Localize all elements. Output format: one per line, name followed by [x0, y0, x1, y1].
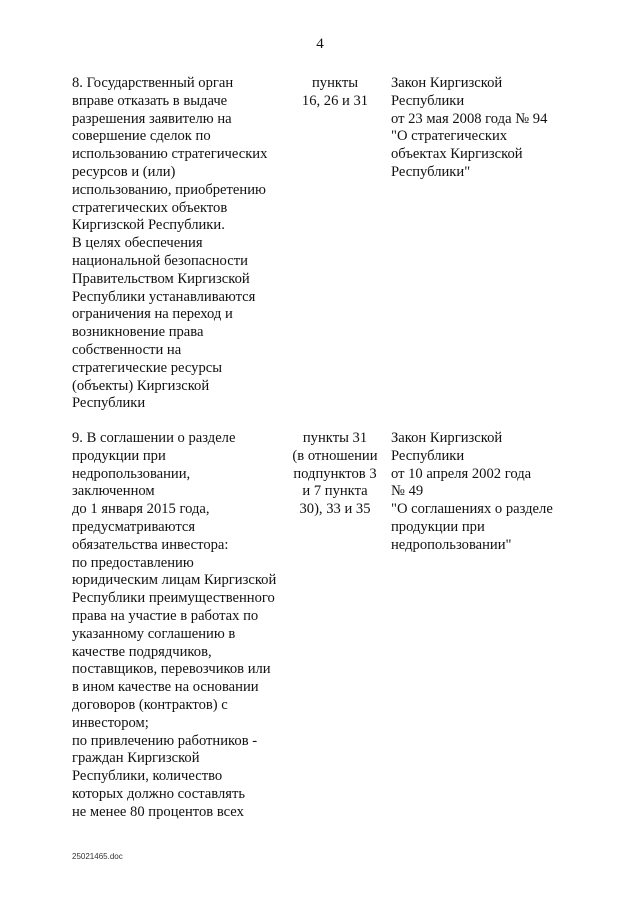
text-line: поставщиков, перевозчиков или: [72, 661, 271, 678]
text-line: Республики": [391, 163, 471, 180]
text-line: В целях обеспечения: [72, 235, 203, 252]
text-line: использованию стратегических: [72, 146, 268, 163]
text-line: собственности на: [72, 341, 182, 358]
text-line: возникновение права: [72, 324, 204, 341]
text-line: Республики: [391, 92, 465, 109]
entry-8-points: [282, 75, 388, 111]
text-line: по предоставлению: [72, 554, 194, 571]
text-line: в ином качестве на основании: [72, 679, 259, 696]
text-line: Правительством Киргизской: [72, 270, 250, 287]
text-line: (объекты) Киргизской: [72, 377, 210, 394]
text-line: № 49: [391, 483, 424, 500]
text-line: вправе отказать в выдаче: [72, 92, 228, 109]
text-line: "О соглашениях о разделе: [391, 501, 553, 518]
text-line: подпунктов 3: [293, 465, 377, 482]
text-line: Республики: [391, 447, 465, 464]
text-line: по привлечению работников -: [72, 732, 258, 749]
text-line: недропользовании,: [72, 465, 191, 482]
text-line: стратегических объектов: [72, 199, 228, 216]
text-line: качестве подрядчиков,: [72, 643, 212, 660]
text-line: инвестором;: [72, 714, 149, 731]
text-line: до 1 января 2015 года,: [72, 501, 210, 518]
entry-9-law-reference: [391, 430, 606, 555]
text-line: граждан Киргизской: [72, 750, 200, 767]
text-line: ресурсов и (или): [72, 163, 176, 180]
text-line: Закон Киргизской: [391, 75, 503, 91]
text-line: 8. Государственный орган: [72, 75, 234, 91]
text-line: не менее 80 процентов всех: [72, 803, 244, 820]
text-line: и 7 пункта: [302, 483, 368, 500]
text-line: Киргизской Республики.: [72, 217, 225, 234]
text-line: продукции при: [391, 518, 485, 535]
text-line: Республики, количество: [72, 768, 223, 785]
text-line: 9. В соглашении о разделе: [72, 430, 236, 446]
text-line: объектах Киргизской: [391, 146, 523, 163]
document-filename-footer: 25021465.doc: [72, 852, 123, 861]
text-line: обязательства инвестора:: [72, 536, 229, 553]
text-line: 16, 26 и 31: [301, 92, 369, 109]
text-line: которых должно составлять: [72, 785, 246, 802]
text-line: юридическим лицам Киргизской: [72, 572, 277, 589]
text-line: использованию, приобретению: [72, 181, 266, 198]
entry-9-points: [282, 430, 388, 519]
text-line: права на участие в работах по: [72, 607, 259, 624]
page-number: 4: [316, 36, 324, 52]
text-line: (в отношении: [292, 447, 378, 464]
text-line: Республики преимущественного: [72, 590, 275, 607]
entry-8-law-reference: [391, 75, 606, 182]
text-line: от 10 апреля 2002 года: [391, 465, 532, 482]
text-line: от 23 мая 2008 года № 94: [391, 110, 548, 127]
text-line: "О стратегических: [391, 128, 508, 145]
text-line: 30), 33 и 35: [299, 501, 371, 518]
entry-8-requirement: [72, 75, 287, 413]
text-line: указанному соглашению в: [72, 625, 236, 642]
text-line: разрешения заявителю на: [72, 110, 232, 127]
text-line: недропользовании": [391, 536, 512, 553]
text-line: стратегические ресурсы: [72, 359, 223, 376]
text-line: совершение сделок по: [72, 128, 211, 145]
text-line: пункты 31: [302, 430, 368, 446]
text-line: Республики устанавливаются: [72, 288, 256, 305]
text-line: национальной безопасности: [72, 252, 248, 269]
text-line: предусматриваются: [72, 518, 196, 535]
text-line: Закон Киргизской: [391, 430, 503, 446]
text-line: заключенном: [72, 483, 155, 500]
text-line: продукции при: [72, 447, 166, 464]
text-line: Республики: [72, 395, 146, 412]
text-line: пункты: [312, 75, 358, 91]
entry-9-requirement: [72, 430, 287, 822]
text-line: ограничения на переход и: [72, 306, 233, 323]
text-line: договоров (контрактов) с: [72, 696, 228, 713]
